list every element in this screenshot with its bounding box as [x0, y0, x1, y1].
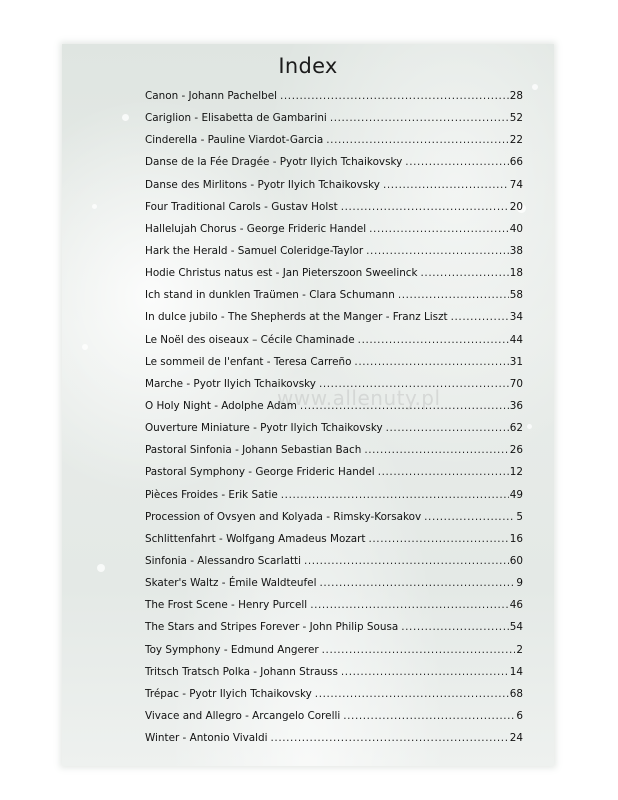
entry-title: Tritsch Tratsch Polka - Johann Strauss	[145, 665, 338, 678]
entry-page-number: 2	[516, 643, 523, 656]
entry-page-number: 60	[509, 554, 523, 567]
entry-title: Danse des Mirlitons - Pyotr Ilyich Tchaikovsky	[145, 178, 380, 191]
dot-leader	[424, 511, 515, 523]
dot-leader	[354, 356, 508, 368]
bokeh-light	[122, 114, 129, 121]
dot-leader	[401, 621, 509, 633]
entry-page-number: 44	[509, 333, 523, 346]
entry-page-number: 26	[509, 444, 523, 457]
entry-page-number: 18	[509, 267, 523, 280]
index-list	[145, 90, 523, 754]
index-entry	[145, 555, 523, 577]
entry-title: Pastoral Symphony - George Frideric Handel	[145, 466, 375, 479]
entry-title: Four Traditional Carols - Gustav Holst	[145, 200, 338, 213]
entry-title: Le sommeil de l'enfant - Teresa Carreño	[145, 355, 352, 368]
index-entry	[145, 732, 523, 754]
entry-page-number: 49	[509, 488, 523, 501]
index-entry	[145, 621, 523, 643]
dot-leader	[386, 422, 509, 434]
entry-page-number: 12	[509, 466, 523, 479]
entry-title: Toy Symphony - Edmund Angerer	[145, 643, 319, 656]
dot-leader	[281, 489, 509, 501]
entry-title: Schlittenfahrt - Wolfgang Amadeus Mozart	[145, 532, 366, 545]
entry-page-number: 28	[509, 90, 523, 102]
index-entry	[145, 400, 523, 422]
dot-leader	[319, 378, 509, 390]
entry-title: Skater's Waltz - Émile Waldteufel	[145, 577, 317, 590]
index-entry	[145, 533, 523, 555]
entry-page-number: 54	[509, 621, 523, 634]
dot-leader	[319, 577, 515, 589]
entry-title: Pastoral Sinfonia - Johann Sebastian Bach	[145, 444, 362, 457]
bokeh-light	[527, 424, 532, 429]
dot-leader	[326, 134, 509, 146]
entry-page-number: 74	[509, 178, 523, 191]
bokeh-light	[532, 84, 538, 90]
entry-page-number: 9	[516, 577, 523, 590]
dot-leader	[369, 223, 509, 235]
entry-title: Marche - Pyotr Ilyich Tchaikovsky	[145, 377, 316, 390]
index-entry	[145, 489, 523, 511]
dot-leader	[451, 311, 509, 323]
entry-title: Danse de la Fée Dragée - Pyotr Ilyich Tchaikovsky	[145, 156, 403, 169]
entry-page-number: 14	[509, 665, 523, 678]
index-entry	[145, 245, 523, 267]
entry-page-number: 66	[509, 156, 523, 169]
entry-title: Procession of Ovsyen and Kolyada - Rimsky-Korsakov	[145, 510, 422, 523]
dot-leader	[315, 688, 509, 700]
dot-leader	[271, 732, 509, 744]
index-page	[62, 44, 554, 766]
index-entry	[145, 356, 523, 378]
bokeh-light	[97, 564, 105, 572]
entry-page-number: 22	[509, 134, 523, 147]
entry-page-number: 70	[509, 377, 523, 390]
dot-leader	[341, 666, 509, 678]
entry-page-number: 38	[509, 244, 523, 257]
bokeh-light	[82, 344, 88, 350]
entry-page-number: 62	[509, 422, 523, 435]
entry-page-number: 6	[516, 709, 523, 722]
dot-leader	[330, 112, 509, 124]
index-entry	[145, 201, 523, 223]
entry-title: The Stars and Stripes Forever - John Philip Sousa	[145, 621, 399, 634]
index-entry	[145, 334, 523, 356]
index-entry	[145, 179, 523, 201]
index-entry	[145, 112, 523, 134]
entry-page-number: 36	[509, 399, 523, 412]
dot-leader	[300, 400, 509, 412]
index-entry	[145, 223, 523, 245]
index-entry	[145, 599, 523, 621]
entry-page-number: 5	[516, 510, 523, 523]
dot-leader	[343, 710, 515, 722]
entry-page-number: 31	[509, 355, 523, 368]
dot-leader	[280, 90, 509, 102]
index-entry	[145, 511, 523, 533]
dot-leader	[369, 533, 509, 545]
dot-leader	[421, 267, 509, 279]
entry-page-number: 24	[509, 732, 523, 745]
index-entry	[145, 90, 523, 112]
page-title: Index	[278, 54, 338, 78]
dot-leader	[304, 555, 509, 567]
entry-page-number: 68	[509, 687, 523, 700]
index-entry	[145, 710, 523, 732]
entry-title: O Holy Night - Adolphe Adam	[145, 399, 297, 412]
index-entry	[145, 444, 523, 466]
entry-title: Pièces Froides - Erik Satie	[145, 488, 278, 501]
dot-leader	[378, 466, 509, 478]
entry-page-number: 46	[509, 599, 523, 612]
dot-leader	[405, 156, 508, 168]
dot-leader	[398, 289, 509, 301]
entry-title: Vivace and Allegro - Arcangelo Corelli	[145, 709, 341, 722]
entry-title: The Frost Scene - Henry Purcell	[145, 599, 308, 612]
entry-title: Cinderella - Pauline Viardot-Garcia	[145, 134, 324, 147]
entry-page-number: 34	[509, 311, 523, 324]
index-entry	[145, 378, 523, 400]
entry-page-number: 40	[509, 222, 523, 235]
index-entry	[145, 422, 523, 444]
entry-title: Hark the Herald - Samuel Coleridge-Taylor	[145, 244, 364, 257]
index-entry	[145, 156, 523, 178]
entry-title: Canon - Johann Pachelbel	[145, 90, 277, 102]
entry-page-number: 52	[509, 112, 523, 125]
index-entry	[145, 644, 523, 666]
entry-title: Trépac - Pyotr Ilyich Tchaikovsky	[145, 687, 312, 700]
dot-leader	[341, 201, 509, 213]
entry-page-number: 58	[509, 289, 523, 302]
dot-leader	[383, 179, 509, 191]
index-entry	[145, 666, 523, 688]
watermark: www.allenuty.pl	[277, 386, 441, 410]
index-entry	[145, 267, 523, 289]
index-entry	[145, 688, 523, 710]
dot-leader	[322, 644, 516, 656]
entry-page-number: 16	[509, 532, 523, 545]
index-entry	[145, 134, 523, 156]
entry-title: Winter - Antonio Vivaldi	[145, 732, 268, 745]
dot-leader	[364, 444, 508, 456]
entry-title: Hallelujah Chorus - George Frideric Handel	[145, 222, 367, 235]
entry-title: Cariglion - Elisabetta de Gambarini	[145, 112, 327, 125]
index-entry	[145, 289, 523, 311]
dot-leader	[310, 599, 509, 611]
bokeh-light	[92, 204, 97, 209]
entry-title: Sinfonia - Alessandro Scarlatti	[145, 554, 301, 567]
entry-title: Ich stand in dunklen Traümen - Clara Schumann	[145, 289, 395, 302]
index-entry	[145, 466, 523, 488]
entry-title: Hodie Christus natus est - Jan Pieterszoon Sweelinck	[145, 267, 418, 280]
index-entry	[145, 311, 523, 333]
index-entry	[145, 577, 523, 599]
entry-title: In dulce jubilo - The Shepherds at the Manger - Franz Liszt	[145, 311, 448, 324]
entry-title: Le Noël des oiseaux – Cécile Chaminade	[145, 333, 355, 346]
entry-title: Ouverture Miniature - Pyotr Ilyich Tchaikovsky	[145, 422, 383, 435]
entry-page-number: 20	[509, 200, 523, 213]
dot-leader	[366, 245, 509, 257]
dot-leader	[358, 334, 509, 346]
